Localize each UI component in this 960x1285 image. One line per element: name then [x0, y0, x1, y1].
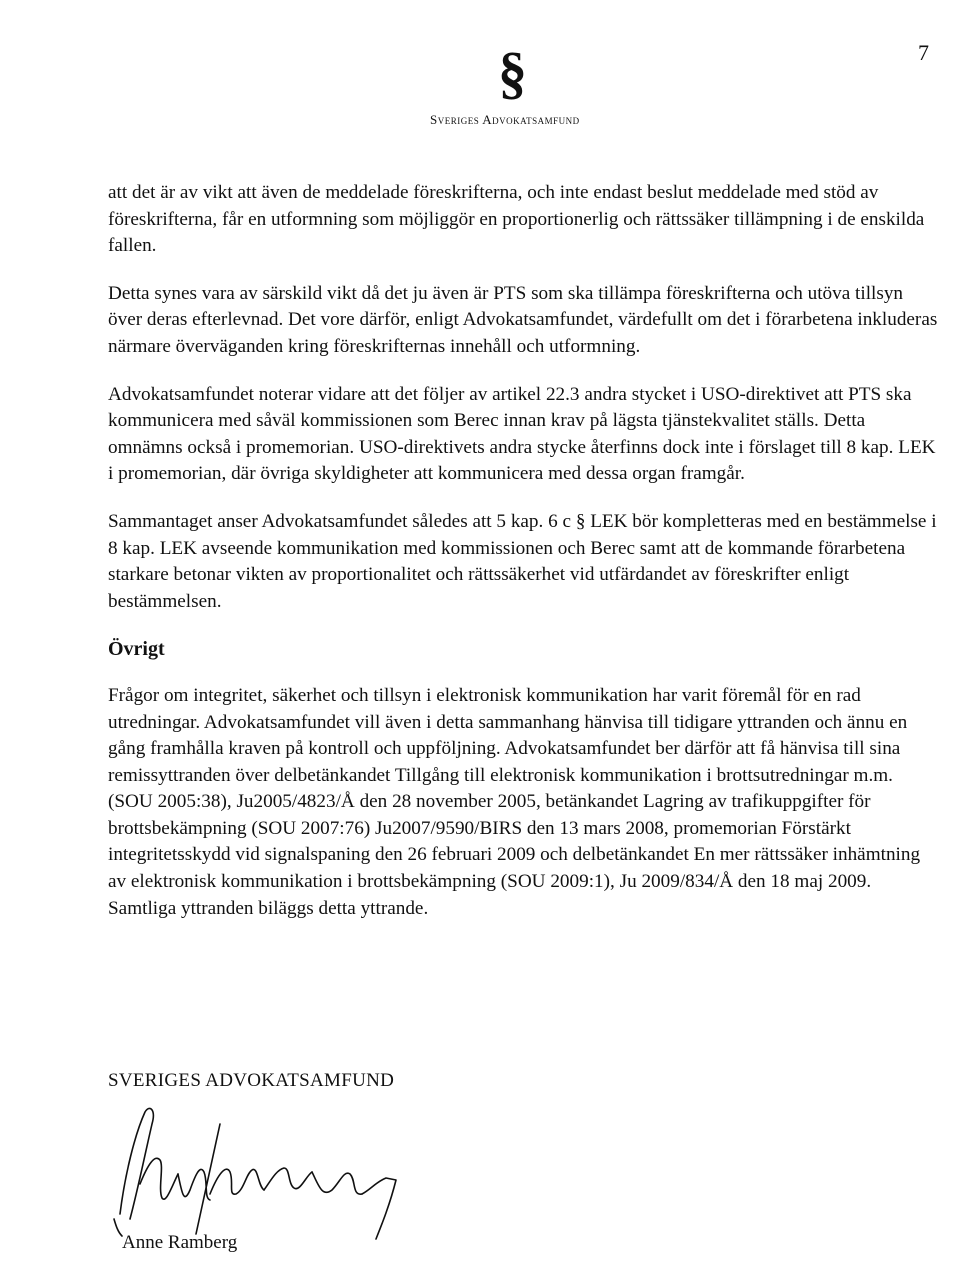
- page-number: 7: [918, 40, 929, 65]
- signature-drawing: [100, 1094, 420, 1244]
- signer-name: Anne Ramberg: [122, 1232, 238, 1253]
- section-heading: Övrigt: [108, 638, 165, 661]
- section-paragraph: Frågor om integritet, säkerhet och tillsyn i elektronisk kommunikation har varit föremål för en rad utredningar. Advokatsamfundet vill även i detta sammanhang hänvisa till tidigare yttranden och ännu en gång framhålla kraven på kontroll och uppföljning. Advokatsamfundet ber därför att få hänvisa till sina remissyttranden över delbetänkandet Tillgång till elektronisk kommunikation i brottsutredningar m.m. (SOU 2005:38), Ju2005/4823/Å den 28 november 2005, betänkandet Lagring av trafikuppgifter för brottsbekämpning (SOU 2007:76) Ju2007/9590/BIRS den 13 mars 2008, promemorian Förstärkt integritetsskydd vid signalspaning den 26 februari 2009 och delbetänkandet En mer rättssäker inhämtning av elektronisk kommunikation i brottsbekämpning (SOU 2009:1), Ju 2009/834/Å den 18 maj 2009. Samtliga yttranden biläggs detta yttrande.: [108, 684, 921, 919]
- paragraph-2: Detta synes vara av särskild vikt då det ju även är PTS som ska tillämpa föreskrifterna och utöva tillsyn över deras efterlevnad. Det vore därför, enligt Advokatsamfundet, värdefullt om det i förarbetena inkluderas närmare överväganden kring föreskrifternas innehåll och utformning.: [108, 282, 938, 357]
- letterhead-organization: Sveriges Advokatsamfund: [430, 112, 580, 127]
- closing-organization: SVERIGES ADVOKATSAMFUND: [108, 1070, 395, 1091]
- paragraph-3: Advokatsamfundet noterar vidare att det följer av artikel 22.3 andra stycket i USO-direktivet att PTS ska kommunicera med såväl kommissionen som Berec innan krav på lägsta tjänstekvalitet ställs. Detta omnämns också i promemorian. USO-direktivets andra stycke återfinns dock inte i förslaget till 8 kap. LEK i promemorian, där övriga skyldigheter att kommunicera med dessa organ framgår.: [108, 383, 936, 485]
- paragraph-1: att det är av vikt att även de meddelade föreskrifterna, och inte endast beslut meddelade med stöd av föreskrifterna, får en utformning som möjliggör en proportionerlig och rättssäker tillämpning i de enskilda fallen.: [108, 182, 925, 257]
- letter-body: [108, 180, 938, 943]
- paragraph-4: Sammantaget anser Advokatsamfundet således att 5 kap. 6 c § LEK bör kompletteras med en bestämmelse i 8 kap. LEK avseende kommunikation med kommissionen och Berec samt att de kommande förarbetena starkare betonar vikten av proportionalitet och rättssäkerhet vid utfärdandet av föreskrifter enligt bestämmelsen.: [108, 510, 937, 612]
- handwritten-signature: [100, 1094, 420, 1249]
- section-sign-logo-icon: §: [498, 40, 527, 105]
